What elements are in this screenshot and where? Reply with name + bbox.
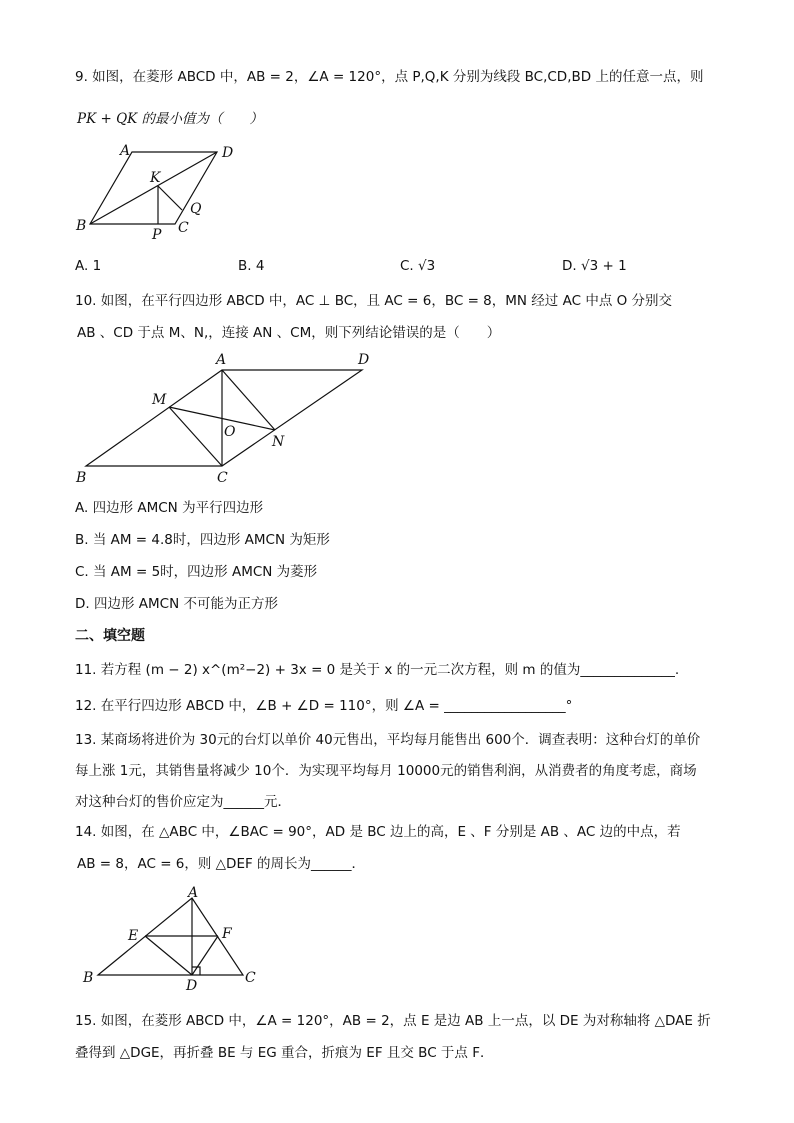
q9-line1: 9. 如图，在菱形 ABCD 中，AB = 2，∠A = 120°，点 P,Q,K 分别为线段 BC,CD,BD 上的任意一点，则 [75,69,704,85]
q14-segment-fd [192,936,218,975]
q9-label-c: C [178,220,189,236]
q14-line2: AB = 8，AC = 6，则 △DEF 的周长为______． [77,856,366,872]
q14-label-d: D [186,978,198,994]
section-title: 二、填空题 [75,628,145,644]
q9-option-a: A. 1 [75,258,102,274]
q9-rhombus-figure [70,138,260,248]
q10-option-b: B. 当 AM = 4.8时，四边形 AMCN 为矩形 [75,532,330,548]
q10-parallelogram-figure [70,346,380,491]
q9-label-p: P [152,227,162,243]
q10-option-c: C. 当 AM = 5时，四边形 AMCN 为菱形 [75,564,318,580]
q9-line2: PK + QK 的最小值为（ ） [77,111,264,127]
q10-option-d: D. 四边形 AMCN 不可能为正方形 [75,596,278,612]
q10-label-b: B [76,470,87,486]
q14-label-a: A [188,885,199,901]
q9-option-d: D. √3 + 1 [562,258,627,274]
q9-label-k: K [150,170,161,186]
q14-triangle-figure [76,884,266,994]
q10-label-m: M [152,392,167,408]
q10-label-a: A [216,352,227,368]
q10-label-n: N [272,434,285,450]
q14-label-f: F [222,926,232,942]
q10-line1: 10. 如图，在平行四边形 ABCD 中，AC ⊥ BC，且 AC = 6，BC = 8，MN 经过 AC 中点 O 分别交 [75,293,673,309]
q9-option-b: B. 4 [238,258,265,274]
q15-line2: 叠得到 △DGE，再折叠 BE 与 EG 重合，折痕为 EF 且交 BC 于点 F． [75,1045,494,1061]
q13-line1: 13. 某商场将进价为 30元的台灯以单价 40元售出，平均每月能售出 600个．调查表明：这种台灯的单价 [75,732,701,748]
q9-segment-kq [158,186,182,210]
q10-label-c: C [217,470,228,486]
q10-option-a: A. 四边形 AMCN 为平行四边形 [75,500,264,516]
q9-label-a: A [120,143,131,159]
q9-option-c: C. √3 [400,258,436,274]
q14-segment-ed [145,936,192,975]
q9-label-d: D [222,145,234,161]
q15-line1: 15. 如图，在菱形 ABCD 中，∠A = 120°，AB = 2，点 E 是边 AB 上一点，以 DE 为对称轴将 △DAE 折 [75,1013,711,1029]
q9-label-b: B [76,218,87,234]
q14-line1: 14. 如图，在 △ABC 中，∠BAC = 90°，AD 是 BC 边上的高，E 、F 分别是 AB 、AC 边的中点，若 [75,824,681,840]
q13-line2: 每上涨 1元，其销售量将减少 10个．为实现平均每月 10000元的销售利润，从消费者的角度考虑，商场 [75,763,697,779]
q12-text: 12. 在平行四边形 ABCD 中，∠B + ∠D = 110°，则 ∠A = __________________° [75,698,573,714]
q10-label-d: D [358,352,370,368]
q14-label-c: C [245,970,256,986]
q11-text: 11. 若方程 (m − 2) x^(m²−2) + 3x = 0 是关于 x 的一元二次方程，则 m 的值为______________. [75,662,680,678]
q13-line3: 对这种台灯的售价应定为______元． [75,794,291,810]
q14-label-b: B [83,970,94,986]
q10-segment-cm [169,407,222,466]
q10-line2: AB 、CD 于点 M、N,，连接 AN 、CM，则下列结论错误的是（ ） [77,325,501,341]
q10-parallelogram-abcd [86,370,362,466]
q10-label-o: O [224,424,236,440]
q10-segment-an [222,370,275,430]
q9-label-q: Q [190,201,202,217]
q14-label-e: E [128,928,139,944]
